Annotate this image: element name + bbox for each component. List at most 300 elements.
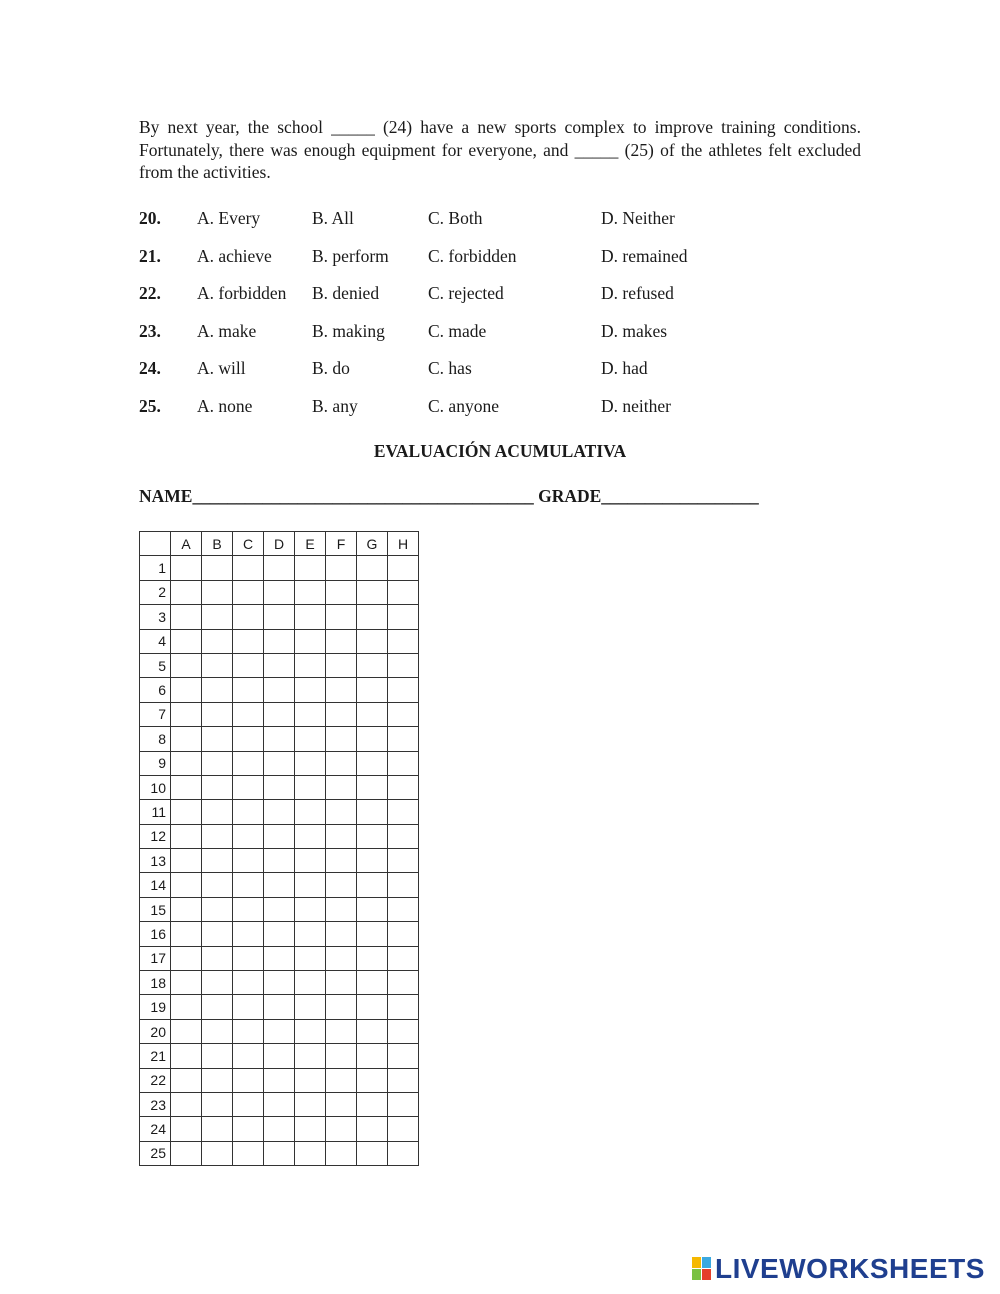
grid-row [140, 580, 419, 604]
answer-cell[interactable] [264, 1019, 295, 1043]
answer-cell[interactable] [233, 556, 264, 580]
answer-cell[interactable] [388, 897, 419, 921]
question-row [139, 275, 861, 313]
answer-cell[interactable] [388, 946, 419, 970]
answer-cell[interactable] [357, 897, 388, 921]
answer-cell[interactable] [171, 946, 202, 970]
grid-row [140, 1044, 419, 1068]
answer-cell[interactable] [357, 995, 388, 1019]
answer-cell[interactable] [326, 1141, 357, 1165]
answer-cell[interactable] [326, 653, 357, 677]
answer-cell[interactable] [171, 751, 202, 775]
answer-cell[interactable] [295, 824, 326, 848]
answer-cell[interactable] [233, 824, 264, 848]
answer-cell[interactable] [326, 556, 357, 580]
answer-cell[interactable] [295, 702, 326, 726]
answer-cell[interactable] [264, 1141, 295, 1165]
answer-cell[interactable] [388, 800, 419, 824]
answer-cell[interactable] [357, 1044, 388, 1068]
answer-cell[interactable] [295, 995, 326, 1019]
answer-cell[interactable] [264, 653, 295, 677]
answer-cell[interactable] [295, 922, 326, 946]
grid-row-number: 11 [140, 800, 171, 824]
answer-cell[interactable] [326, 800, 357, 824]
answer-cell[interactable] [326, 751, 357, 775]
answer-cell[interactable] [171, 653, 202, 677]
grid-row-number: 22 [140, 1068, 171, 1092]
answer-cell[interactable] [388, 824, 419, 848]
grid-column-header: H [388, 532, 419, 556]
answer-cell[interactable] [357, 1141, 388, 1165]
answer-cell[interactable] [264, 971, 295, 995]
answer-cell[interactable] [295, 1019, 326, 1043]
answer-cell[interactable] [357, 678, 388, 702]
answer-cell[interactable] [264, 702, 295, 726]
grid-row-number: 5 [140, 653, 171, 677]
answer-cell[interactable] [295, 605, 326, 629]
answer-cell[interactable] [388, 1019, 419, 1043]
answer-cell[interactable] [233, 580, 264, 604]
grid-row-number: 14 [140, 873, 171, 897]
name-grade-line: NAME_______________________________________ GRADE__________________ [139, 486, 759, 506]
answer-cell[interactable] [357, 580, 388, 604]
grid-row-number: 23 [140, 1092, 171, 1116]
answer-cell[interactable] [264, 1117, 295, 1141]
answer-cell[interactable] [357, 605, 388, 629]
grid-corner-cell [140, 532, 171, 556]
answer-cell[interactable] [264, 556, 295, 580]
answer-cell[interactable] [233, 946, 264, 970]
answer-cell[interactable] [326, 873, 357, 897]
answer-cell[interactable] [388, 751, 419, 775]
grid-row [140, 800, 419, 824]
answer-cell[interactable] [264, 1044, 295, 1068]
question-row [139, 313, 861, 351]
answer-cell[interactable] [233, 702, 264, 726]
option-c: C. made [428, 320, 487, 341]
option-c: C. Both [428, 208, 483, 228]
answer-cell[interactable] [357, 556, 388, 580]
answer-cell[interactable] [171, 727, 202, 751]
option-b: B. making [312, 320, 385, 341]
answer-cell[interactable] [233, 873, 264, 897]
answer-cell[interactable] [357, 849, 388, 873]
answer-cell[interactable] [171, 775, 202, 799]
answer-cell[interactable] [357, 1117, 388, 1141]
answer-cell[interactable] [326, 1044, 357, 1068]
question-list [139, 200, 861, 425]
answer-cell[interactable] [264, 727, 295, 751]
answer-cell[interactable] [295, 897, 326, 921]
liveworksheets-logo [692, 1255, 985, 1283]
answer-cell[interactable] [295, 1092, 326, 1116]
answer-cell[interactable] [295, 873, 326, 897]
answer-cell[interactable] [326, 995, 357, 1019]
answer-cell[interactable] [202, 1019, 233, 1043]
answer-cell[interactable] [388, 580, 419, 604]
answer-grid [139, 531, 419, 1166]
question-number: 20. [139, 208, 161, 228]
answer-cell[interactable] [202, 775, 233, 799]
answer-cell[interactable] [388, 629, 419, 653]
answer-cell[interactable] [326, 1092, 357, 1116]
answer-cell[interactable] [326, 1068, 357, 1092]
answer-cell[interactable] [264, 800, 295, 824]
answer-cell[interactable] [233, 800, 264, 824]
option-d: D. neither [601, 395, 671, 416]
answer-cell[interactable] [233, 995, 264, 1019]
answer-cell[interactable] [326, 971, 357, 995]
grid-row-number: 17 [140, 946, 171, 970]
grid-row-number: 7 [140, 702, 171, 726]
answer-cell[interactable] [171, 678, 202, 702]
grid-column-header: E [295, 532, 326, 556]
grid-row [140, 605, 419, 629]
answer-cell[interactable] [264, 946, 295, 970]
grid-row-number: 19 [140, 995, 171, 1019]
answer-cell[interactable] [171, 971, 202, 995]
answer-cell[interactable] [326, 727, 357, 751]
grid-row-number: 24 [140, 1117, 171, 1141]
answer-cell[interactable] [388, 1092, 419, 1116]
grid-row-number: 20 [140, 1019, 171, 1043]
answer-cell[interactable] [357, 1068, 388, 1092]
answer-cell[interactable] [233, 751, 264, 775]
answer-cell[interactable] [388, 1044, 419, 1068]
answer-cell[interactable] [388, 849, 419, 873]
grid-row [140, 556, 419, 580]
answer-cell[interactable] [357, 775, 388, 799]
answer-cell[interactable] [233, 775, 264, 799]
grid-row [140, 849, 419, 873]
answer-cell[interactable] [202, 995, 233, 1019]
answer-cell[interactable] [388, 775, 419, 799]
option-a: A. make [197, 320, 257, 341]
grid-row [140, 678, 419, 702]
grid-row [140, 1019, 419, 1043]
answer-cell[interactable] [357, 971, 388, 995]
answer-cell[interactable] [202, 556, 233, 580]
option-d: D. Neither [601, 208, 675, 228]
answer-cell[interactable] [264, 678, 295, 702]
answer-cell[interactable] [233, 1044, 264, 1068]
answer-cell[interactable] [295, 775, 326, 799]
answer-cell[interactable] [233, 971, 264, 995]
answer-cell[interactable] [202, 629, 233, 653]
answer-cell[interactable] [388, 1141, 419, 1165]
option-b: B. do [312, 358, 350, 378]
answer-cell[interactable] [295, 1141, 326, 1165]
answer-cell[interactable] [202, 849, 233, 873]
answer-cell[interactable] [171, 556, 202, 580]
answer-cell[interactable] [202, 922, 233, 946]
grid-row-number: 4 [140, 629, 171, 653]
grid-column-header: F [326, 532, 357, 556]
option-b: B. any [312, 395, 358, 416]
option-a: A. will [197, 358, 246, 378]
answer-cell[interactable] [171, 1092, 202, 1116]
option-d: D. had [601, 358, 648, 378]
answer-cell[interactable] [326, 946, 357, 970]
answer-cell[interactable] [171, 922, 202, 946]
answer-cell[interactable] [233, 1092, 264, 1116]
answer-cell[interactable] [357, 629, 388, 653]
answer-cell[interactable] [388, 995, 419, 1019]
answer-cell[interactable] [326, 775, 357, 799]
answer-cell[interactable] [295, 946, 326, 970]
answer-cell[interactable] [295, 849, 326, 873]
answer-cell[interactable] [295, 1044, 326, 1068]
answer-cell[interactable] [202, 702, 233, 726]
option-a: A. none [197, 395, 253, 416]
answer-cell[interactable] [388, 556, 419, 580]
answer-cell[interactable] [388, 1068, 419, 1092]
answer-cell[interactable] [326, 849, 357, 873]
answer-cell[interactable] [388, 1117, 419, 1141]
answer-cell[interactable] [171, 629, 202, 653]
answer-cell[interactable] [326, 580, 357, 604]
answer-cell[interactable] [357, 824, 388, 848]
answer-cell[interactable] [233, 727, 264, 751]
answer-cell[interactable] [295, 653, 326, 677]
question-number: 24. [139, 358, 161, 378]
grid-row [140, 971, 419, 995]
answer-cell[interactable] [171, 995, 202, 1019]
answer-cell[interactable] [388, 605, 419, 629]
answer-cell[interactable] [326, 678, 357, 702]
answer-cell[interactable] [264, 922, 295, 946]
answer-cell[interactable] [171, 1019, 202, 1043]
question-number: 25. [139, 395, 161, 416]
answer-cell[interactable] [202, 800, 233, 824]
grid-row-number: 3 [140, 605, 171, 629]
answer-grid-body [140, 556, 419, 1166]
answer-cell[interactable] [233, 849, 264, 873]
answer-cell[interactable] [233, 922, 264, 946]
answer-cell[interactable] [202, 653, 233, 677]
grid-row [140, 995, 419, 1019]
answer-cell[interactable] [233, 1117, 264, 1141]
answer-cell[interactable] [171, 1068, 202, 1092]
answer-cell[interactable] [233, 605, 264, 629]
answer-cell[interactable] [202, 1068, 233, 1092]
answer-cell[interactable] [171, 605, 202, 629]
answer-cell[interactable] [202, 946, 233, 970]
answer-cell[interactable] [264, 580, 295, 604]
answer-cell[interactable] [233, 653, 264, 677]
answer-cell[interactable] [171, 580, 202, 604]
logo-text: LIVEWORKSHEETS [715, 1253, 985, 1284]
answer-cell[interactable] [202, 1117, 233, 1141]
answer-cell[interactable] [264, 897, 295, 921]
grid-row-number: 25 [140, 1141, 171, 1165]
answer-cell[interactable] [264, 629, 295, 653]
answer-cell[interactable] [357, 702, 388, 726]
answer-grid-header-row [140, 532, 419, 556]
option-c: C. has [428, 358, 472, 378]
grid-row-number: 2 [140, 580, 171, 604]
grid-row [140, 775, 419, 799]
option-b: B. perform [312, 245, 389, 266]
grid-row [140, 1068, 419, 1092]
answer-cell[interactable] [233, 1068, 264, 1092]
answer-cell[interactable] [264, 849, 295, 873]
grid-row-number: 12 [140, 824, 171, 848]
answer-cell[interactable] [171, 800, 202, 824]
answer-cell[interactable] [326, 824, 357, 848]
answer-cell[interactable] [202, 580, 233, 604]
answer-cell[interactable] [388, 971, 419, 995]
answer-cell[interactable] [295, 800, 326, 824]
answer-cell[interactable] [171, 824, 202, 848]
answer-cell[interactable] [388, 678, 419, 702]
grid-row [140, 727, 419, 751]
option-d: D. refused [601, 283, 674, 303]
answer-cell[interactable] [171, 1117, 202, 1141]
grid-column-header: A [171, 532, 202, 556]
section-heading: EVALUACIÓN ACUMULATIVA [373, 441, 627, 461]
answer-cell[interactable] [264, 751, 295, 775]
answer-cell[interactable] [171, 897, 202, 921]
answer-cell[interactable] [233, 1019, 264, 1043]
reading-passage: By next year, the school _____ (24) have a new sports complex to improve training conditions. Fortunately, there was enough equipment for everyone, and _____ (25) of the athletes felt excluded from the activities. [139, 117, 861, 182]
answer-cell[interactable] [233, 897, 264, 921]
option-d: D. makes [601, 320, 668, 341]
answer-cell[interactable] [357, 946, 388, 970]
answer-cell[interactable] [326, 629, 357, 653]
grid-row-number: 1 [140, 556, 171, 580]
answer-cell[interactable] [264, 1068, 295, 1092]
question-row [139, 350, 861, 388]
grid-row [140, 873, 419, 897]
answer-cell[interactable] [264, 873, 295, 897]
grid-row-number: 8 [140, 727, 171, 751]
grid-row-number: 16 [140, 922, 171, 946]
option-a: A. achieve [197, 245, 272, 266]
answer-cell[interactable] [357, 1019, 388, 1043]
answer-cell[interactable] [388, 873, 419, 897]
grid-row-number: 13 [140, 849, 171, 873]
answer-cell[interactable] [295, 678, 326, 702]
answer-cell[interactable] [171, 873, 202, 897]
answer-cell[interactable] [264, 605, 295, 629]
option-a: A. forbidden [197, 283, 287, 303]
grid-row [140, 653, 419, 677]
answer-cell[interactable] [388, 653, 419, 677]
grid-column-header: G [357, 532, 388, 556]
answer-cell[interactable] [233, 629, 264, 653]
answer-cell[interactable] [295, 1068, 326, 1092]
answer-cell[interactable] [295, 1117, 326, 1141]
answer-cell[interactable] [264, 824, 295, 848]
answer-cell[interactable] [202, 897, 233, 921]
answer-cell[interactable] [202, 751, 233, 775]
answer-cell[interactable] [233, 678, 264, 702]
answer-cell[interactable] [295, 751, 326, 775]
grid-row [140, 1117, 419, 1141]
grid-row-number: 21 [140, 1044, 171, 1068]
grid-row-number: 15 [140, 897, 171, 921]
answer-cell[interactable] [295, 727, 326, 751]
answer-cell[interactable] [171, 849, 202, 873]
answer-cell[interactable] [388, 727, 419, 751]
grid-row [140, 1141, 419, 1165]
answer-cell[interactable] [202, 1092, 233, 1116]
answer-cell[interactable] [202, 824, 233, 848]
answer-cell[interactable] [295, 580, 326, 604]
answer-cell[interactable] [202, 605, 233, 629]
answer-cell[interactable] [326, 605, 357, 629]
answer-cell[interactable] [357, 873, 388, 897]
answer-cell[interactable] [202, 873, 233, 897]
question-row [139, 238, 861, 276]
answer-cell[interactable] [171, 1044, 202, 1068]
question-row [139, 200, 861, 238]
grid-row-number: 18 [140, 971, 171, 995]
answer-cell[interactable] [357, 922, 388, 946]
answer-cell[interactable] [295, 556, 326, 580]
grid-row [140, 1092, 419, 1116]
answer-cell[interactable] [326, 702, 357, 726]
grid-row [140, 751, 419, 775]
grid-row-number: 6 [140, 678, 171, 702]
answer-cell[interactable] [202, 1044, 233, 1068]
option-b: B. All [312, 208, 354, 228]
question-number: 22. [139, 283, 161, 303]
answer-cell[interactable] [357, 727, 388, 751]
option-c: C. anyone [428, 395, 499, 416]
answer-cell[interactable] [357, 800, 388, 824]
answer-cell[interactable] [171, 702, 202, 726]
answer-cell[interactable] [202, 678, 233, 702]
grid-row [140, 897, 419, 921]
answer-cell[interactable] [326, 1117, 357, 1141]
question-row [139, 388, 861, 426]
grid-row [140, 922, 419, 946]
answer-cell[interactable] [357, 751, 388, 775]
answer-cell[interactable] [388, 922, 419, 946]
answer-cell[interactable] [233, 1141, 264, 1165]
answer-cell[interactable] [357, 653, 388, 677]
grid-row [140, 946, 419, 970]
answer-cell[interactable] [264, 995, 295, 1019]
answer-cell[interactable] [171, 1141, 202, 1165]
answer-cell[interactable] [357, 1092, 388, 1116]
answer-cell[interactable] [388, 702, 419, 726]
grid-row [140, 629, 419, 653]
answer-cell[interactable] [326, 1019, 357, 1043]
option-b: B. denied [312, 283, 380, 303]
grid-column-header: D [264, 532, 295, 556]
option-c: C. rejected [428, 283, 504, 303]
option-c: C. forbidden [428, 245, 517, 266]
answer-cell[interactable] [202, 727, 233, 751]
answer-cell[interactable] [326, 897, 357, 921]
grid-row [140, 824, 419, 848]
answer-cell[interactable] [264, 1092, 295, 1116]
answer-cell[interactable] [264, 775, 295, 799]
liveworksheets-logo-icon [692, 1257, 712, 1281]
answer-cell[interactable] [202, 971, 233, 995]
question-number: 23. [139, 320, 161, 341]
answer-cell[interactable] [202, 1141, 233, 1165]
answer-cell[interactable] [326, 922, 357, 946]
grid-column-header: C [233, 532, 264, 556]
answer-cell[interactable] [295, 629, 326, 653]
grid-row [140, 702, 419, 726]
answer-cell[interactable] [295, 971, 326, 995]
option-d: D. remained [601, 245, 688, 266]
